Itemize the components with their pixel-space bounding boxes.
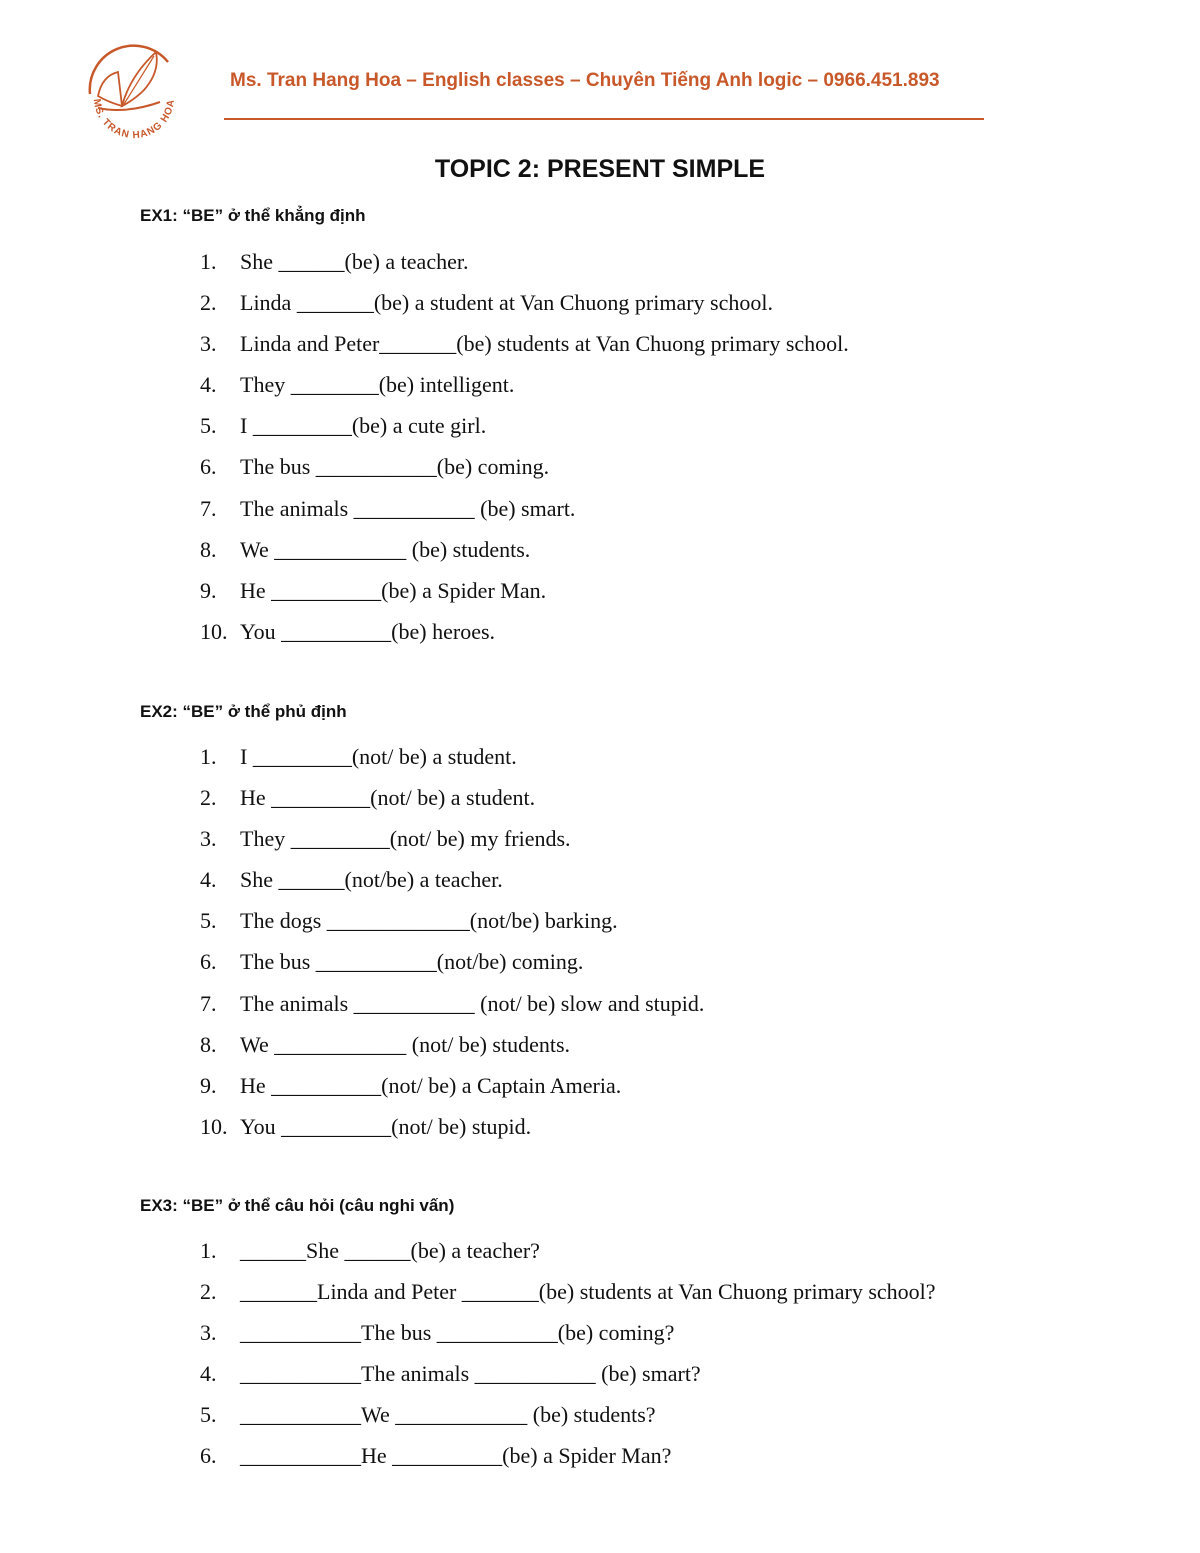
list-item: 2. Linda _______(be) a student at Van Chuong primary school. — [200, 290, 773, 316]
svg-text:MS. TRAN HANG HOA: MS. TRAN HANG HOA — [90, 98, 178, 142]
ex2-list — [200, 742, 704, 1153]
feather-pen-logo-icon — [78, 36, 188, 146]
list-item: 10. You __________(not/ be) stupid. — [200, 1113, 532, 1139]
list-item: 5. I _________(be) a cute girl. — [200, 413, 487, 439]
list-item: 9. He __________(not/ be) a Captain Ameria. — [200, 1072, 622, 1098]
list-item: 1. She ______(be) a teacher. — [200, 249, 469, 274]
page-title: TOPIC 2: PRESENT SIMPLE — [434, 155, 766, 183]
ex1-heading: EX1: “BE” ở thể khẳng định — [140, 206, 366, 225]
list-item: 4. ___________The animals ___________ (be) smart? — [200, 1361, 701, 1387]
ex3-heading: EX3: “BE” ở thể câu hỏi (câu nghi vấn) — [140, 1196, 455, 1215]
list-item: 4. They ________(be) intelligent. — [200, 372, 515, 398]
list-item: 10. You __________(be) heroes. — [200, 618, 496, 644]
header-divider — [224, 118, 984, 120]
list-item: 1. ______She ______(be) a teacher? — [200, 1238, 540, 1263]
ex2-heading: EX2: “BE” ở thể phủ định — [140, 702, 347, 721]
list-item: 6. ___________He __________(be) a Spider Man? — [200, 1443, 672, 1469]
list-item: 7. The animals ___________ (not/ be) slow and stupid. — [200, 990, 705, 1016]
list-item: 7. The animals ___________ (be) smart. — [200, 495, 576, 521]
list-item: 6. The bus ___________(not/be) coming. — [200, 949, 584, 975]
list-item: 3. They _________(not/ be) my friends. — [200, 826, 571, 852]
list-item: 4. She ______(not/be) a teacher. — [200, 867, 503, 893]
list-item: 1. I _________(not/ be) a student. — [200, 744, 517, 769]
list-item: 6. The bus ___________(be) coming. — [200, 454, 550, 480]
list-item: 8. We ____________ (not/ be) students. — [200, 1031, 571, 1057]
header-contact-line: Ms. Tran Hang Hoa – English classes – Chuyên Tiếng Anh logic – 0966.451.893 — [230, 70, 940, 91]
list-item: 3. ___________The bus ___________(be) coming? — [200, 1320, 675, 1346]
list-item: 2. He _________(not/ be) a student. — [200, 785, 536, 811]
list-item: 8. We ____________ (be) students. — [200, 536, 531, 562]
list-item: 3. Linda and Peter_______(be) students at Van Chuong primary school. — [200, 331, 849, 357]
list-item: 5. The dogs _____________(not/be) barking. — [200, 908, 618, 934]
ex1-list — [200, 247, 849, 658]
ex3-list — [200, 1236, 936, 1483]
list-item: 2. _______Linda and Peter _______(be) students at Van Chuong primary school? — [200, 1279, 936, 1305]
list-item: 9. He __________(be) a Spider Man. — [200, 577, 547, 603]
list-item: 5. ___________We ____________ (be) students? — [200, 1402, 656, 1428]
